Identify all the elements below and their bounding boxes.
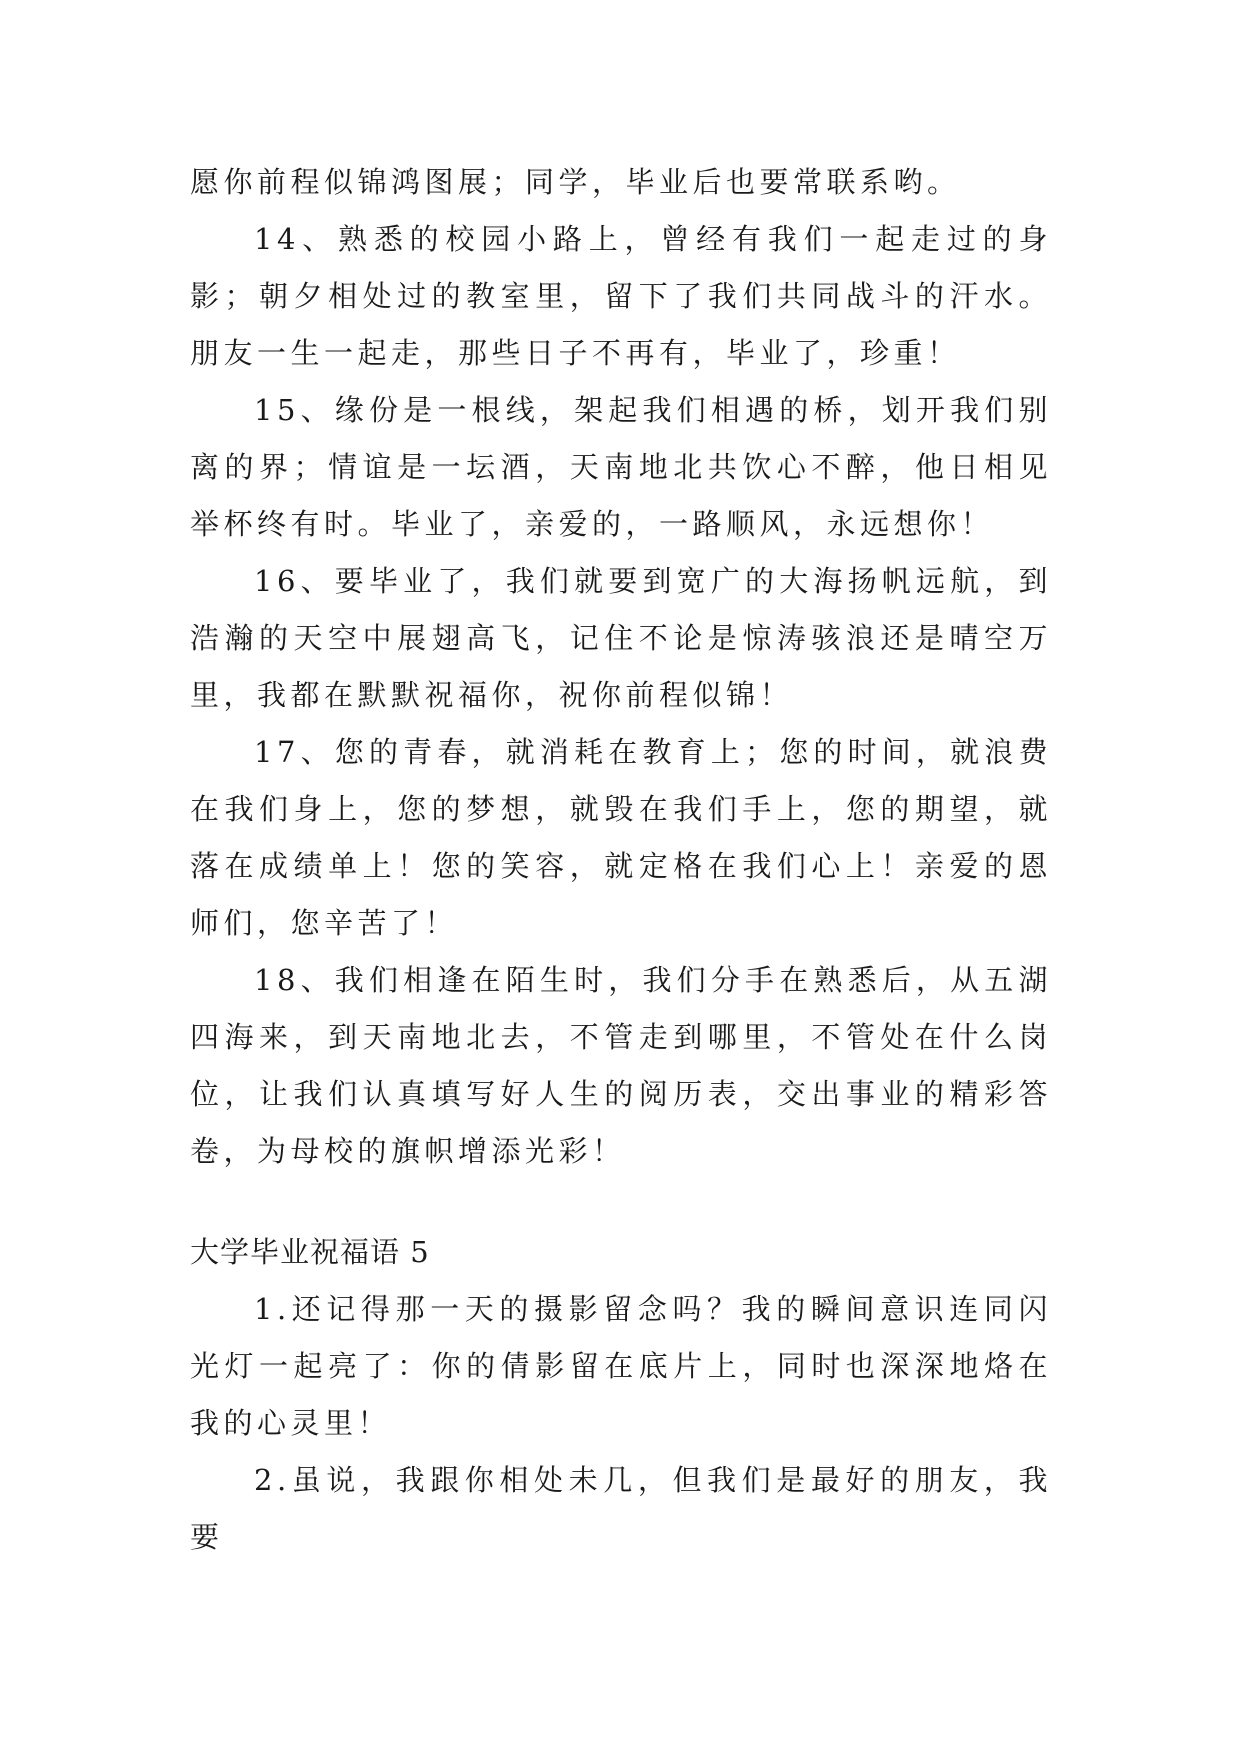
document-body [190, 154, 1052, 1566]
section-heading: 大学毕业祝福语 5 [190, 1235, 430, 1269]
intro-line: 愿你前程似锦鸿图展；同学，毕业后也要常联系哟。 [190, 165, 961, 199]
paragraph-15: 15、缘份是一根线，架起我们相遇的桥，划开我们别离的界；情谊是一坛酒，天南地北共饮心不醉，他日相见举杯终有时。毕业了，亲爱的，一路顺风，永远想你！ [190, 393, 1052, 541]
paragraph-17: 17、您的青春，就消耗在教育上；您的时间，就浪费在我们身上，您的梦想，就毁在我们手上，您的期望，就落在成绩单上！您的笑容，就定格在我们心上！亲爱的恩师们，您辛苦了！ [190, 735, 1052, 940]
paragraph-16: 16、要毕业了，我们就要到宽广的大海扬帆远航，到浩瀚的天空中展翅高飞，记住不论是惊涛骇浪还是晴空万里，我都在默默祝福你，祝你前程似锦！ [190, 564, 1052, 712]
paragraph-18: 18、我们相逢在陌生时，我们分手在熟悉后，从五湖四海来，到天南地北去，不管走到哪里，不管处在什么岗位，让我们认真填写好人生的阅历表，交出事业的精彩答卷，为母校的旗帜增添光彩！ [190, 963, 1052, 1168]
section-paragraph-2: 2.虽说，我跟你相处未几，但我们是最好的朋友，我要 [190, 1463, 1052, 1554]
section-paragraph-1: 1.还记得那一天的摄影留念吗？我的瞬间意识连同闪光灯一起亮了：你的倩影留在底片上，同时也深深地烙在我的心灵里！ [190, 1292, 1052, 1440]
paragraph-14: 14、熟悉的校园小路上，曾经有我们一起走过的身影；朝夕相处过的教室里，留下了我们共同战斗的汗水。朋友一生一起走，那些日子不再有，毕业了，珍重！ [190, 222, 1052, 370]
